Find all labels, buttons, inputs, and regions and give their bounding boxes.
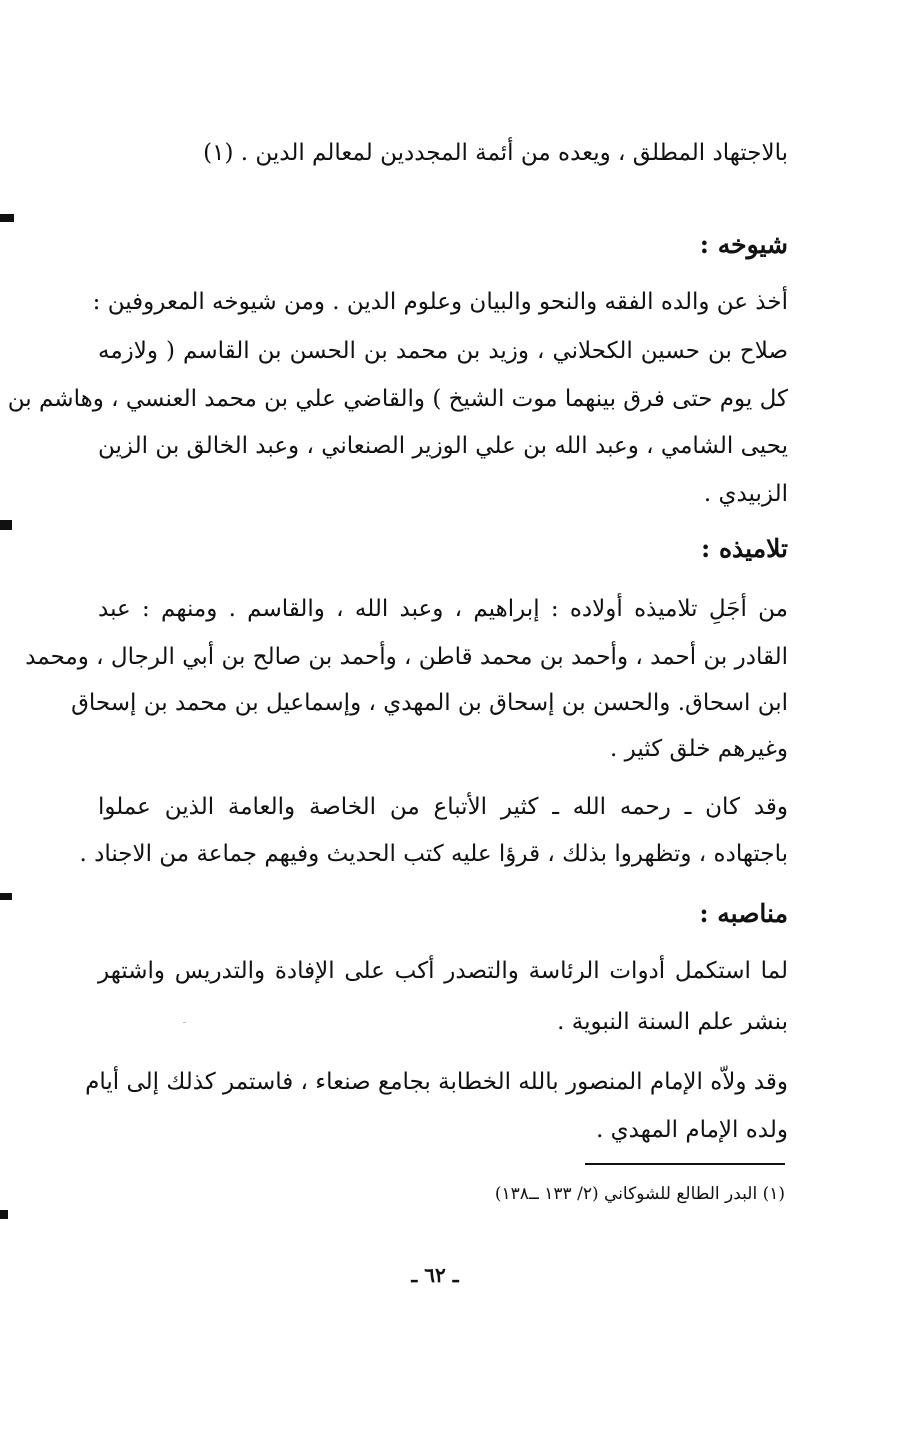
paragraph-line: ابن اسحاق. والحسن بن إسحاق بن المهدي ، وإسماعيل بن محمد بن إسحاق — [71, 690, 788, 716]
paragraph-line: باجتهاده ، وتظهروا بذلك ، قرؤا عليه كتب الحديث وفيهم جماعة من الاجناد . — [79, 841, 788, 867]
paragraph-line: صلاح بن حسين الكحلاني ، وزيد بن محمد بن الحسن بن القاسم ( ولازمه — [98, 338, 788, 364]
paragraph-line: ولده الإمام المهدي . — [596, 1117, 788, 1143]
paragraph-line: القادر بن أحمد ، وأحمد بن محمد قاطن ، وأحمد بن صالح بن أبي الرجال ، ومحمد — [25, 644, 788, 670]
footnote: (١) البدر الطالع للشوكاني (٢/ ١٣٣ ــ١٣٨) — [494, 1184, 785, 1204]
paragraph-line: وغيرهم خلق كثير . — [610, 736, 788, 762]
scan-margin-mark — [0, 893, 12, 900]
paragraph-line: كل يوم حتى فرق بينهما موت الشيخ ) والقاضي علي بن محمد العنسي ، وهاشم بن — [7, 386, 788, 412]
scan-margin-mark — [0, 214, 14, 222]
scan-margin-mark — [0, 1210, 8, 1219]
paragraph-line: وقد ولاّه الإمام المنصور بالله الخطابة بجامع صنعاء ، فاستمر كذلك إلى أيام — [85, 1069, 788, 1095]
paragraph-line: يحيى الشامي ، وعبد الله بن علي الوزير الصنعاني ، وعبد الخالق بن الزين — [98, 433, 788, 459]
scan-margin-mark — [0, 520, 12, 530]
section-heading-positions: مناصبه : — [699, 899, 788, 928]
paragraph-line: بنشر علم السنة النبوية . — [557, 1009, 788, 1035]
paragraph-line: من أجَلِ تلاميذه أولاده : إبراهيم ، وعبد الله ، والقاسم . ومنهم : عبد — [98, 596, 788, 622]
paragraph-line: وقد كان ـ رحمه الله ـ كثير الأتباع من الخاصة والعامة الذين عملوا — [98, 794, 788, 820]
page-number: ـ ٦٢ ـ — [411, 1263, 459, 1287]
paragraph-line: لما استكمل أدوات الرئاسة والتصدر أكب على الإفادة والتدريس واشتهر — [98, 958, 788, 984]
section-heading-teachers: شيوخه : — [699, 230, 788, 259]
intro-line: بالاجتهاد المطلق ، ويعده من أئمة المجددين لمعالم الدين . (١) — [203, 140, 788, 166]
footnote-divider — [585, 1163, 785, 1165]
paragraph-line: الزبيدي . — [703, 481, 788, 507]
section-heading-students: تلاميذه : — [701, 534, 788, 563]
paragraph-line: أخذ عن والده الفقه والنحو والبيان وعلوم الدين . ومن شيوخه المعروفين : — [92, 289, 788, 315]
